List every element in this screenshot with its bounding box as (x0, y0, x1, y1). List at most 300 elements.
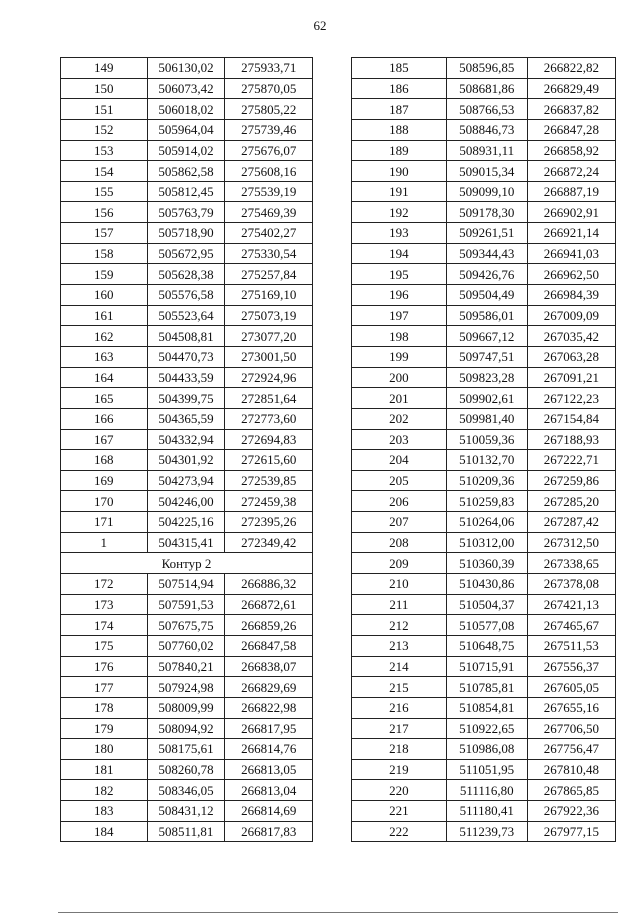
y-coordinate-cell: 267977,15 (527, 821, 615, 842)
table-row (352, 450, 616, 471)
y-coordinate-cell: 267421,13 (527, 594, 615, 615)
x-coordinate-cell: 510504,37 (446, 594, 527, 615)
point-number-cell: 183 (61, 801, 148, 822)
table-row (61, 429, 313, 450)
point-number-cell: 177 (61, 677, 148, 698)
point-number-cell: 164 (61, 367, 148, 388)
table-row (61, 635, 313, 656)
y-coordinate-cell: 272924,96 (225, 367, 313, 388)
point-number-cell: 169 (61, 470, 148, 491)
table-row (61, 223, 313, 244)
point-number-cell: 206 (352, 491, 447, 512)
table-row (61, 656, 313, 677)
table-row (61, 739, 313, 760)
y-coordinate-cell: 266822,82 (527, 58, 615, 79)
table-row (352, 119, 616, 140)
y-coordinate-cell: 273001,50 (225, 346, 313, 367)
x-coordinate-cell: 505914,02 (147, 140, 225, 161)
point-number-cell: 184 (61, 821, 148, 842)
table-row (352, 656, 616, 677)
table-row (352, 408, 616, 429)
x-coordinate-cell: 508931,11 (446, 140, 527, 161)
y-coordinate-cell: 267922,36 (527, 801, 615, 822)
table-row (61, 408, 313, 429)
table-row (352, 99, 616, 120)
x-coordinate-cell: 505812,45 (147, 181, 225, 202)
point-number-cell: 191 (352, 181, 447, 202)
x-coordinate-cell: 505576,58 (147, 285, 225, 306)
y-coordinate-cell: 272851,64 (225, 388, 313, 409)
x-coordinate-cell: 505672,95 (147, 243, 225, 264)
y-coordinate-cell: 273077,20 (225, 326, 313, 347)
x-coordinate-cell: 508094,92 (147, 718, 225, 739)
y-coordinate-cell: 267154,84 (527, 408, 615, 429)
table-row (61, 285, 313, 306)
x-coordinate-cell: 506018,02 (147, 99, 225, 120)
x-coordinate-cell: 504508,81 (147, 326, 225, 347)
y-coordinate-cell: 266886,32 (225, 574, 313, 595)
point-number-cell: 213 (352, 635, 447, 656)
point-number-cell: 174 (61, 615, 148, 636)
section-header-row (61, 553, 313, 574)
point-number-cell: 179 (61, 718, 148, 739)
point-number-cell: 201 (352, 388, 447, 409)
y-coordinate-cell: 272615,60 (225, 450, 313, 471)
y-coordinate-cell: 266902,91 (527, 202, 615, 223)
x-coordinate-cell: 511116,80 (446, 780, 527, 801)
x-coordinate-cell: 508260,78 (147, 759, 225, 780)
table-row (352, 491, 616, 512)
table-row (61, 367, 313, 388)
point-number-cell: 187 (352, 99, 447, 120)
x-coordinate-cell: 505763,79 (147, 202, 225, 223)
table-row (352, 718, 616, 739)
table-row (61, 161, 313, 182)
table-row (352, 326, 616, 347)
x-coordinate-cell: 507591,53 (147, 594, 225, 615)
x-coordinate-cell: 504332,94 (147, 429, 225, 450)
table-row (61, 470, 313, 491)
point-number-cell: 217 (352, 718, 447, 739)
y-coordinate-cell: 272395,26 (225, 512, 313, 533)
y-coordinate-cell: 275676,07 (225, 140, 313, 161)
point-number-cell: 160 (61, 285, 148, 306)
point-number-cell: 151 (61, 99, 148, 120)
y-coordinate-cell: 266817,83 (225, 821, 313, 842)
x-coordinate-cell: 509344,43 (446, 243, 527, 264)
point-number-cell: 196 (352, 285, 447, 306)
x-coordinate-cell: 504301,92 (147, 450, 225, 471)
point-number-cell: 204 (352, 450, 447, 471)
table-row (61, 78, 313, 99)
y-coordinate-cell: 275257,84 (225, 264, 313, 285)
point-number-cell: 150 (61, 78, 148, 99)
x-coordinate-cell: 507675,75 (147, 615, 225, 636)
x-coordinate-cell: 505523,64 (147, 305, 225, 326)
point-number-cell: 155 (61, 181, 148, 202)
table-row (61, 119, 313, 140)
point-number-cell: 221 (352, 801, 447, 822)
x-coordinate-cell: 506073,42 (147, 78, 225, 99)
point-number-cell: 163 (61, 346, 148, 367)
point-number-cell: 200 (352, 367, 447, 388)
y-coordinate-cell: 266813,05 (225, 759, 313, 780)
table-row (61, 821, 313, 842)
table-row (352, 594, 616, 615)
point-number-cell: 167 (61, 429, 148, 450)
y-coordinate-cell: 266962,50 (527, 264, 615, 285)
y-coordinate-cell: 275073,19 (225, 305, 313, 326)
y-coordinate-cell: 266872,61 (225, 594, 313, 615)
table-row (61, 140, 313, 161)
y-coordinate-cell: 267063,28 (527, 346, 615, 367)
x-coordinate-cell: 507760,02 (147, 635, 225, 656)
x-coordinate-cell: 510854,81 (446, 697, 527, 718)
table-row (61, 305, 313, 326)
point-number-cell: 222 (352, 821, 447, 842)
y-coordinate-cell: 266822,98 (225, 697, 313, 718)
coordinates-table-left (60, 57, 313, 842)
y-coordinate-cell: 267465,67 (527, 615, 615, 636)
point-number-cell: 166 (61, 408, 148, 429)
x-coordinate-cell: 508766,53 (446, 99, 527, 120)
page-number: 62 (313, 18, 327, 33)
x-coordinate-cell: 509261,51 (446, 223, 527, 244)
y-coordinate-cell: 275330,54 (225, 243, 313, 264)
x-coordinate-cell: 510312,00 (446, 532, 527, 553)
x-coordinate-cell: 505718,90 (147, 223, 225, 244)
x-coordinate-cell: 508511,81 (147, 821, 225, 842)
y-coordinate-cell: 267009,09 (527, 305, 615, 326)
table-row (61, 243, 313, 264)
y-coordinate-cell: 272539,85 (225, 470, 313, 491)
point-number-cell: 215 (352, 677, 447, 698)
table-row (352, 635, 616, 656)
x-coordinate-cell: 510360,39 (446, 553, 527, 574)
x-coordinate-cell: 509902,61 (446, 388, 527, 409)
y-coordinate-cell: 266921,14 (527, 223, 615, 244)
table-row (352, 574, 616, 595)
y-coordinate-cell: 266837,82 (527, 99, 615, 120)
table-row (352, 367, 616, 388)
point-number-cell: 209 (352, 553, 447, 574)
y-coordinate-cell: 275608,16 (225, 161, 313, 182)
point-number-cell: 197 (352, 305, 447, 326)
x-coordinate-cell: 509747,51 (446, 346, 527, 367)
y-coordinate-cell: 267706,50 (527, 718, 615, 739)
x-coordinate-cell: 504365,59 (147, 408, 225, 429)
table-row (352, 161, 616, 182)
point-number-cell: 216 (352, 697, 447, 718)
y-coordinate-cell: 272349,42 (225, 532, 313, 553)
y-coordinate-cell: 275739,46 (225, 119, 313, 140)
table-row (61, 615, 313, 636)
x-coordinate-cell: 511051,95 (446, 759, 527, 780)
point-number-cell: 211 (352, 594, 447, 615)
table-row (61, 202, 313, 223)
y-coordinate-cell: 267285,20 (527, 491, 615, 512)
x-coordinate-cell: 504225,16 (147, 512, 225, 533)
y-coordinate-cell: 275169,10 (225, 285, 313, 306)
x-coordinate-cell: 510785,81 (446, 677, 527, 698)
x-coordinate-cell: 510922,65 (446, 718, 527, 739)
point-number-cell: 165 (61, 388, 148, 409)
y-coordinate-cell: 266847,58 (225, 635, 313, 656)
x-coordinate-cell: 509667,12 (446, 326, 527, 347)
table-row (352, 821, 616, 842)
table-row (352, 553, 616, 574)
table-row (61, 718, 313, 739)
y-coordinate-cell: 266813,04 (225, 780, 313, 801)
point-number-cell: 210 (352, 574, 447, 595)
point-number-cell: 168 (61, 450, 148, 471)
table-row (352, 429, 616, 450)
y-coordinate-cell: 266814,69 (225, 801, 313, 822)
x-coordinate-cell: 508175,61 (147, 739, 225, 760)
table-row (352, 677, 616, 698)
x-coordinate-cell: 508681,86 (446, 78, 527, 99)
point-number-cell: 182 (61, 780, 148, 801)
point-number-cell: 156 (61, 202, 148, 223)
point-number-cell: 220 (352, 780, 447, 801)
table-row (61, 697, 313, 718)
point-number-cell: 208 (352, 532, 447, 553)
x-coordinate-cell: 509099,10 (446, 181, 527, 202)
point-number-cell: 189 (352, 140, 447, 161)
table-row (352, 181, 616, 202)
x-coordinate-cell: 507514,94 (147, 574, 225, 595)
point-number-cell: 171 (61, 512, 148, 533)
point-number-cell: 157 (61, 223, 148, 244)
point-number-cell: 185 (352, 58, 447, 79)
y-coordinate-cell: 267511,53 (527, 635, 615, 656)
table-row (61, 491, 313, 512)
x-coordinate-cell: 510430,86 (446, 574, 527, 595)
point-number-cell: 170 (61, 491, 148, 512)
point-number-cell: 198 (352, 326, 447, 347)
table-row (352, 739, 616, 760)
point-number-cell: 192 (352, 202, 447, 223)
table-row (352, 140, 616, 161)
table-row (61, 759, 313, 780)
x-coordinate-cell: 509823,28 (446, 367, 527, 388)
point-number-cell: 175 (61, 635, 148, 656)
point-number-cell: 154 (61, 161, 148, 182)
x-coordinate-cell: 510577,08 (446, 615, 527, 636)
x-coordinate-cell: 508846,73 (446, 119, 527, 140)
point-number-cell: 202 (352, 408, 447, 429)
y-coordinate-cell: 267091,21 (527, 367, 615, 388)
x-coordinate-cell: 505862,58 (147, 161, 225, 182)
table-row (61, 801, 313, 822)
x-coordinate-cell: 511239,73 (446, 821, 527, 842)
section-title: Контур 2 (61, 553, 313, 574)
table-row (61, 574, 313, 595)
y-coordinate-cell: 275469,39 (225, 202, 313, 223)
table-row (61, 532, 313, 553)
table-row (61, 388, 313, 409)
table-row (352, 801, 616, 822)
y-coordinate-cell: 266984,39 (527, 285, 615, 306)
point-number-cell: 205 (352, 470, 447, 491)
point-number-cell: 173 (61, 594, 148, 615)
y-coordinate-cell: 266941,03 (527, 243, 615, 264)
y-coordinate-cell: 275933,71 (225, 58, 313, 79)
table-row (61, 594, 313, 615)
y-coordinate-cell: 272773,60 (225, 408, 313, 429)
point-number-cell: 212 (352, 615, 447, 636)
point-number-cell: 149 (61, 58, 148, 79)
table-row (352, 223, 616, 244)
x-coordinate-cell: 509981,40 (446, 408, 527, 429)
x-coordinate-cell: 504433,59 (147, 367, 225, 388)
x-coordinate-cell: 504399,75 (147, 388, 225, 409)
table-row (61, 58, 313, 79)
y-coordinate-cell: 267122,23 (527, 388, 615, 409)
table-row (352, 697, 616, 718)
x-coordinate-cell: 504315,41 (147, 532, 225, 553)
point-number-cell: 152 (61, 119, 148, 140)
x-coordinate-cell: 508346,05 (147, 780, 225, 801)
page-bottom-rule (58, 912, 618, 913)
y-coordinate-cell: 267188,93 (527, 429, 615, 450)
point-number-cell: 158 (61, 243, 148, 264)
table-row (352, 58, 616, 79)
y-coordinate-cell: 267312,50 (527, 532, 615, 553)
y-coordinate-cell: 267378,08 (527, 574, 615, 595)
point-number-cell: 188 (352, 119, 447, 140)
x-coordinate-cell: 509586,01 (446, 305, 527, 326)
table-row (352, 243, 616, 264)
table-row (352, 202, 616, 223)
x-coordinate-cell: 506130,02 (147, 58, 225, 79)
y-coordinate-cell: 275539,19 (225, 181, 313, 202)
x-coordinate-cell: 509015,34 (446, 161, 527, 182)
table-row (61, 512, 313, 533)
table-row (61, 326, 313, 347)
y-coordinate-cell: 267287,42 (527, 512, 615, 533)
table-row (352, 346, 616, 367)
table-row (352, 759, 616, 780)
y-coordinate-cell: 267556,37 (527, 656, 615, 677)
x-coordinate-cell: 510059,36 (446, 429, 527, 450)
table-row (352, 615, 616, 636)
y-coordinate-cell: 275402,27 (225, 223, 313, 244)
table-row (352, 470, 616, 491)
table-row (61, 780, 313, 801)
x-coordinate-cell: 507840,21 (147, 656, 225, 677)
y-coordinate-cell: 272459,38 (225, 491, 313, 512)
x-coordinate-cell: 510209,36 (446, 470, 527, 491)
y-coordinate-cell: 266817,95 (225, 718, 313, 739)
y-coordinate-cell: 267605,05 (527, 677, 615, 698)
x-coordinate-cell: 510715,91 (446, 656, 527, 677)
x-coordinate-cell: 510259,83 (446, 491, 527, 512)
x-coordinate-cell: 510264,06 (446, 512, 527, 533)
y-coordinate-cell: 266858,92 (527, 140, 615, 161)
y-coordinate-cell: 267810,48 (527, 759, 615, 780)
x-coordinate-cell: 504470,73 (147, 346, 225, 367)
y-coordinate-cell: 266829,69 (225, 677, 313, 698)
point-number-cell: 178 (61, 697, 148, 718)
table-row (352, 388, 616, 409)
y-coordinate-cell: 272694,83 (225, 429, 313, 450)
y-coordinate-cell: 275805,22 (225, 99, 313, 120)
point-number-cell: 207 (352, 512, 447, 533)
x-coordinate-cell: 509504,49 (446, 285, 527, 306)
coordinates-table-right (351, 57, 616, 842)
x-coordinate-cell: 510986,08 (446, 739, 527, 760)
y-coordinate-cell: 266847,28 (527, 119, 615, 140)
point-number-cell: 193 (352, 223, 447, 244)
point-number-cell: 1 (61, 532, 148, 553)
y-coordinate-cell: 267756,47 (527, 739, 615, 760)
x-coordinate-cell: 510132,70 (446, 450, 527, 471)
point-number-cell: 172 (61, 574, 148, 595)
point-number-cell: 181 (61, 759, 148, 780)
y-coordinate-cell: 266829,49 (527, 78, 615, 99)
x-coordinate-cell: 508431,12 (147, 801, 225, 822)
table-row (352, 512, 616, 533)
table-row (61, 181, 313, 202)
table-row (352, 780, 616, 801)
x-coordinate-cell: 505628,38 (147, 264, 225, 285)
table-row (352, 285, 616, 306)
point-number-cell: 190 (352, 161, 447, 182)
point-number-cell: 203 (352, 429, 447, 450)
point-number-cell: 159 (61, 264, 148, 285)
point-number-cell: 218 (352, 739, 447, 760)
table-row (352, 305, 616, 326)
point-number-cell: 219 (352, 759, 447, 780)
point-number-cell: 153 (61, 140, 148, 161)
point-number-cell: 195 (352, 264, 447, 285)
x-coordinate-cell: 508596,85 (446, 58, 527, 79)
table-row (352, 264, 616, 285)
y-coordinate-cell: 275870,05 (225, 78, 313, 99)
x-coordinate-cell: 504246,00 (147, 491, 225, 512)
table-row (61, 450, 313, 471)
point-number-cell: 214 (352, 656, 447, 677)
y-coordinate-cell: 267259,86 (527, 470, 615, 491)
point-number-cell: 194 (352, 243, 447, 264)
y-coordinate-cell: 266859,26 (225, 615, 313, 636)
point-number-cell: 186 (352, 78, 447, 99)
y-coordinate-cell: 266872,24 (527, 161, 615, 182)
y-coordinate-cell: 267865,85 (527, 780, 615, 801)
point-number-cell: 180 (61, 739, 148, 760)
y-coordinate-cell: 267222,71 (527, 450, 615, 471)
y-coordinate-cell: 267655,16 (527, 697, 615, 718)
table-row (61, 264, 313, 285)
x-coordinate-cell: 505964,04 (147, 119, 225, 140)
point-number-cell: 162 (61, 326, 148, 347)
table-row (61, 346, 313, 367)
x-coordinate-cell: 509426,76 (446, 264, 527, 285)
x-coordinate-cell: 507924,98 (147, 677, 225, 698)
y-coordinate-cell: 266887,19 (527, 181, 615, 202)
table-row (61, 677, 313, 698)
y-coordinate-cell: 267338,65 (527, 553, 615, 574)
y-coordinate-cell: 267035,42 (527, 326, 615, 347)
table-row (61, 99, 313, 120)
point-number-cell: 199 (352, 346, 447, 367)
x-coordinate-cell: 511180,41 (446, 801, 527, 822)
y-coordinate-cell: 266814,76 (225, 739, 313, 760)
point-number-cell: 176 (61, 656, 148, 677)
x-coordinate-cell: 509178,30 (446, 202, 527, 223)
x-coordinate-cell: 508009,99 (147, 697, 225, 718)
